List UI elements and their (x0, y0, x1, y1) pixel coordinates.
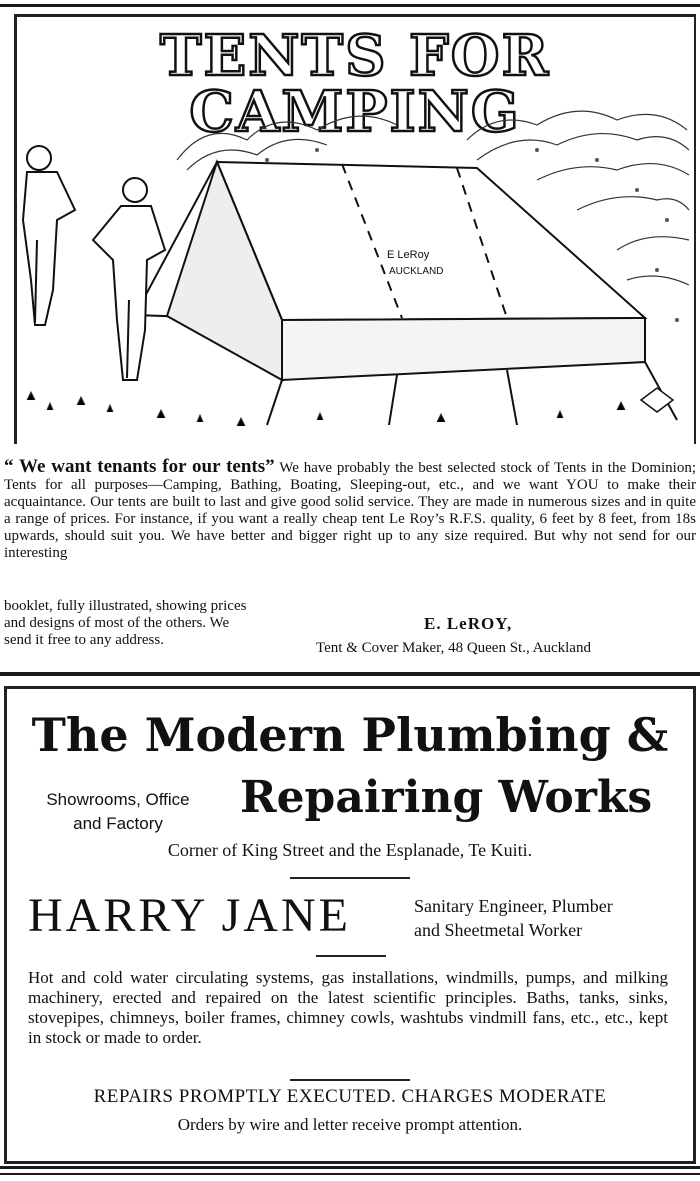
tent-ad-title: TENTS FOR CAMPING (159, 23, 551, 145)
short-rule-1 (290, 877, 410, 879)
tent-ad-copy (4, 458, 696, 562)
tent-ad-body-para (4, 458, 696, 562)
plumbing-title-line1: The Modern Plumbing & (31, 708, 669, 762)
tent-ad-body-1: We have probably the best selected stock of Tents in the Dominion; Tents for all purposes—Camping, Bathing, Boating, Sleeping-out, etc., and we want YOU to make their acquaintance. Our tents are built to last and give good solid service. They are made in numerous sizes and in quite a range of prices. For instance, if you want a really cheap tent Le Roy’s R.F.S. quality, 6 feet by 8 feet, from 18s upwards, should suit you. We have better and bigger right up to any size required. But why not send for our interesting (4, 460, 697, 561)
tent-ad-body-3: and designs of most of the others. We (4, 615, 230, 631)
bottom-rule-2 (0, 1173, 700, 1175)
plumbing-services: Hot and cold water circulating systems, gas installations, windmills, pumps, and milking machinery, erected and repaired on the latest scientific principles. Baths, tanks, sinks, stovepipes, chimneys, boiler frames, chimney cowls, washtubs vindmill fans, etc., etc., kept in stock or made to order. (28, 968, 668, 1047)
trade-line1: Sanitary Engineer, Plumber (414, 896, 613, 916)
showrooms-block (28, 788, 208, 836)
tent-ad-signature-trade: Tent & Cover Maker, 48 Queen St., Auckland (316, 640, 591, 656)
section-divider (0, 672, 700, 676)
repairs-line: REPAIRS PROMPTLY EXECUTED. CHARGES MODERATE (93, 1086, 607, 1107)
tent-illustration (17, 100, 693, 444)
tent-ad-signature-name: E. LeROY, (424, 614, 513, 633)
proprietor-name: HARRY JANE (28, 889, 351, 942)
trade-line2: and Sheetmetal Worker (414, 920, 583, 940)
tent (135, 162, 677, 425)
showrooms-line2: and Factory (73, 814, 163, 833)
bottom-rule (0, 1166, 700, 1169)
tent-label-line1: E LeRoy (387, 249, 430, 261)
maker-mark (641, 388, 673, 412)
men-figures (23, 146, 165, 380)
tent-label-line2: AUCKLAND (389, 266, 444, 277)
plumbing-title-line2: Repairing Works (240, 772, 653, 823)
short-rule-3 (290, 1079, 410, 1081)
tent-ad-body-2: booklet, fully illustrated, showing prices (4, 598, 247, 614)
plumbing-address: Corner of King Street and the Esplanade, Te Kuiti. (167, 840, 533, 860)
top-rule (0, 4, 700, 7)
proprietor-trade (414, 894, 613, 942)
grass (27, 392, 625, 426)
tent-ad-lead: “ We want tenants for our tents” (4, 456, 275, 477)
orders-line: Orders by wire and letter receive prompt attention. (177, 1115, 523, 1134)
short-rule-2 (316, 955, 386, 957)
showrooms-line1: Showrooms, Office (46, 790, 190, 809)
tent-ad-body-4: send it free to any address. (4, 632, 164, 648)
tent-ad-closing (4, 598, 344, 649)
